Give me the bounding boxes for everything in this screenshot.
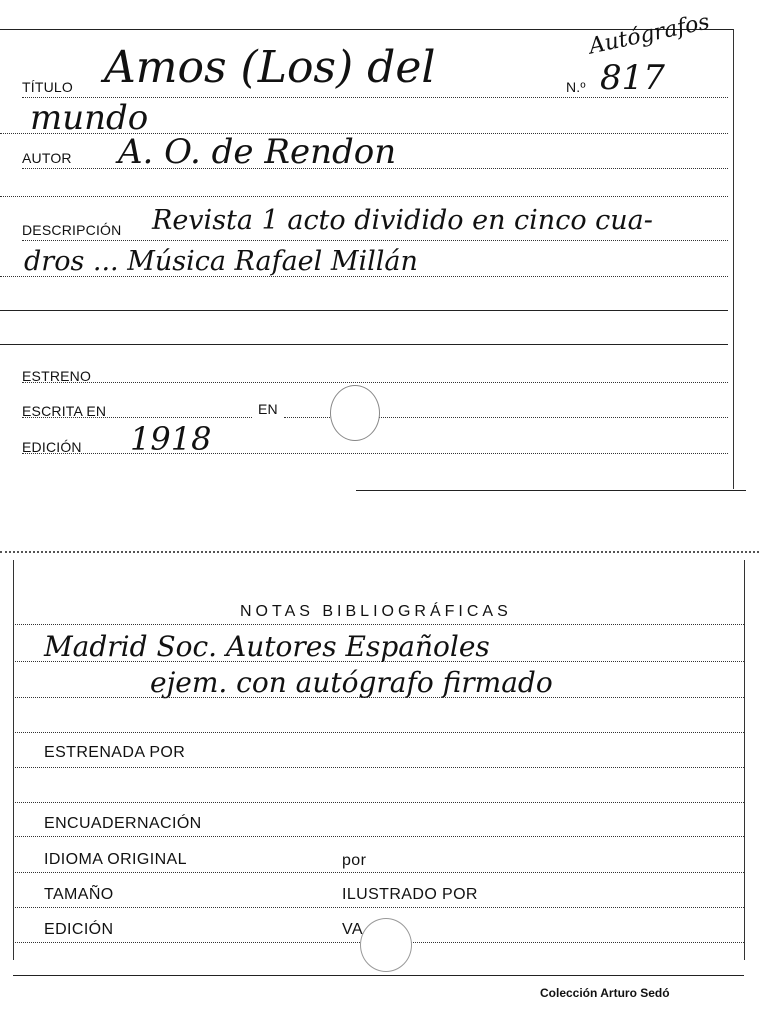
tamano-label: TAMAÑO	[44, 886, 114, 903]
autor-value: A. O. de Rendon	[118, 132, 397, 172]
estrenada-line	[13, 767, 744, 768]
encuadernacion-label: ENCUADERNACIÓN	[44, 815, 202, 832]
bottom-border	[13, 975, 744, 976]
titulo-value-line2: mundo	[30, 98, 149, 138]
blank-line-3	[0, 344, 728, 345]
edicion-bottom-label: EDICIÓN	[44, 921, 114, 938]
notas-line1: Madrid Soc. Autores Españoles	[44, 630, 490, 663]
edicion-label: EDICIÓN	[22, 439, 82, 455]
escrita-en-line	[22, 417, 252, 418]
titulo-value-line1: Amos (Los) del	[104, 42, 436, 93]
tear-line	[0, 551, 759, 553]
estreno-label: ESTRENO	[22, 368, 92, 384]
idioma-original-label: IDIOMA ORIGINAL	[44, 851, 187, 868]
notas-line-1	[13, 661, 744, 662]
notas-line2: ejem. con autógrafo firmado	[150, 666, 553, 699]
punch-hole-top	[330, 385, 380, 441]
collection-credit: Colección Arturo Sedó	[540, 986, 670, 1000]
descripcion-line2: dros ... Música Rafael Millán	[24, 246, 418, 277]
right-border-bottom	[744, 560, 745, 960]
titulo-label: TÍTULO	[22, 79, 73, 95]
ilustrado-por-label: ILUSTRADO POR	[342, 886, 478, 903]
notas-line-0	[13, 624, 744, 625]
edicion-value: 1918	[130, 420, 212, 458]
number-value: 817	[600, 58, 665, 98]
annotation-autografos: Autógrafos	[586, 9, 712, 60]
edicion-line	[22, 453, 728, 454]
number-label: N.º	[566, 79, 586, 95]
notas-line-3	[13, 732, 744, 733]
blank-line-2	[0, 310, 728, 311]
blank-line-1	[0, 196, 728, 197]
escrita-en-label: ESCRITA EN	[22, 403, 107, 419]
va-label: VA	[342, 921, 363, 938]
descripcion-line	[22, 240, 728, 241]
por-label: por	[342, 852, 367, 869]
punch-hole-bottom	[360, 918, 412, 972]
tamano-line	[13, 907, 744, 908]
descripcion-label: DESCRIPCIÓN	[22, 222, 122, 238]
notas-line-2	[13, 697, 744, 698]
autor-line	[22, 168, 728, 169]
estreno-line	[22, 382, 728, 383]
autor-label: AUTOR	[22, 150, 72, 166]
notas-heading: NOTAS BIBLIOGRÁFICAS	[240, 603, 512, 620]
descripcion-line-2	[0, 276, 728, 277]
section-end-line	[356, 490, 746, 491]
en-label: EN	[258, 401, 278, 417]
idioma-line	[13, 872, 744, 873]
estrenada-por-label: ESTRENADA POR	[44, 744, 186, 761]
descripcion-line1: Revista 1 acto dividido en cinco cua-	[152, 205, 653, 236]
right-border-top	[733, 29, 734, 489]
encuadernacion-line	[13, 836, 744, 837]
left-border-bottom	[13, 560, 14, 960]
blank-line-4	[13, 802, 744, 803]
